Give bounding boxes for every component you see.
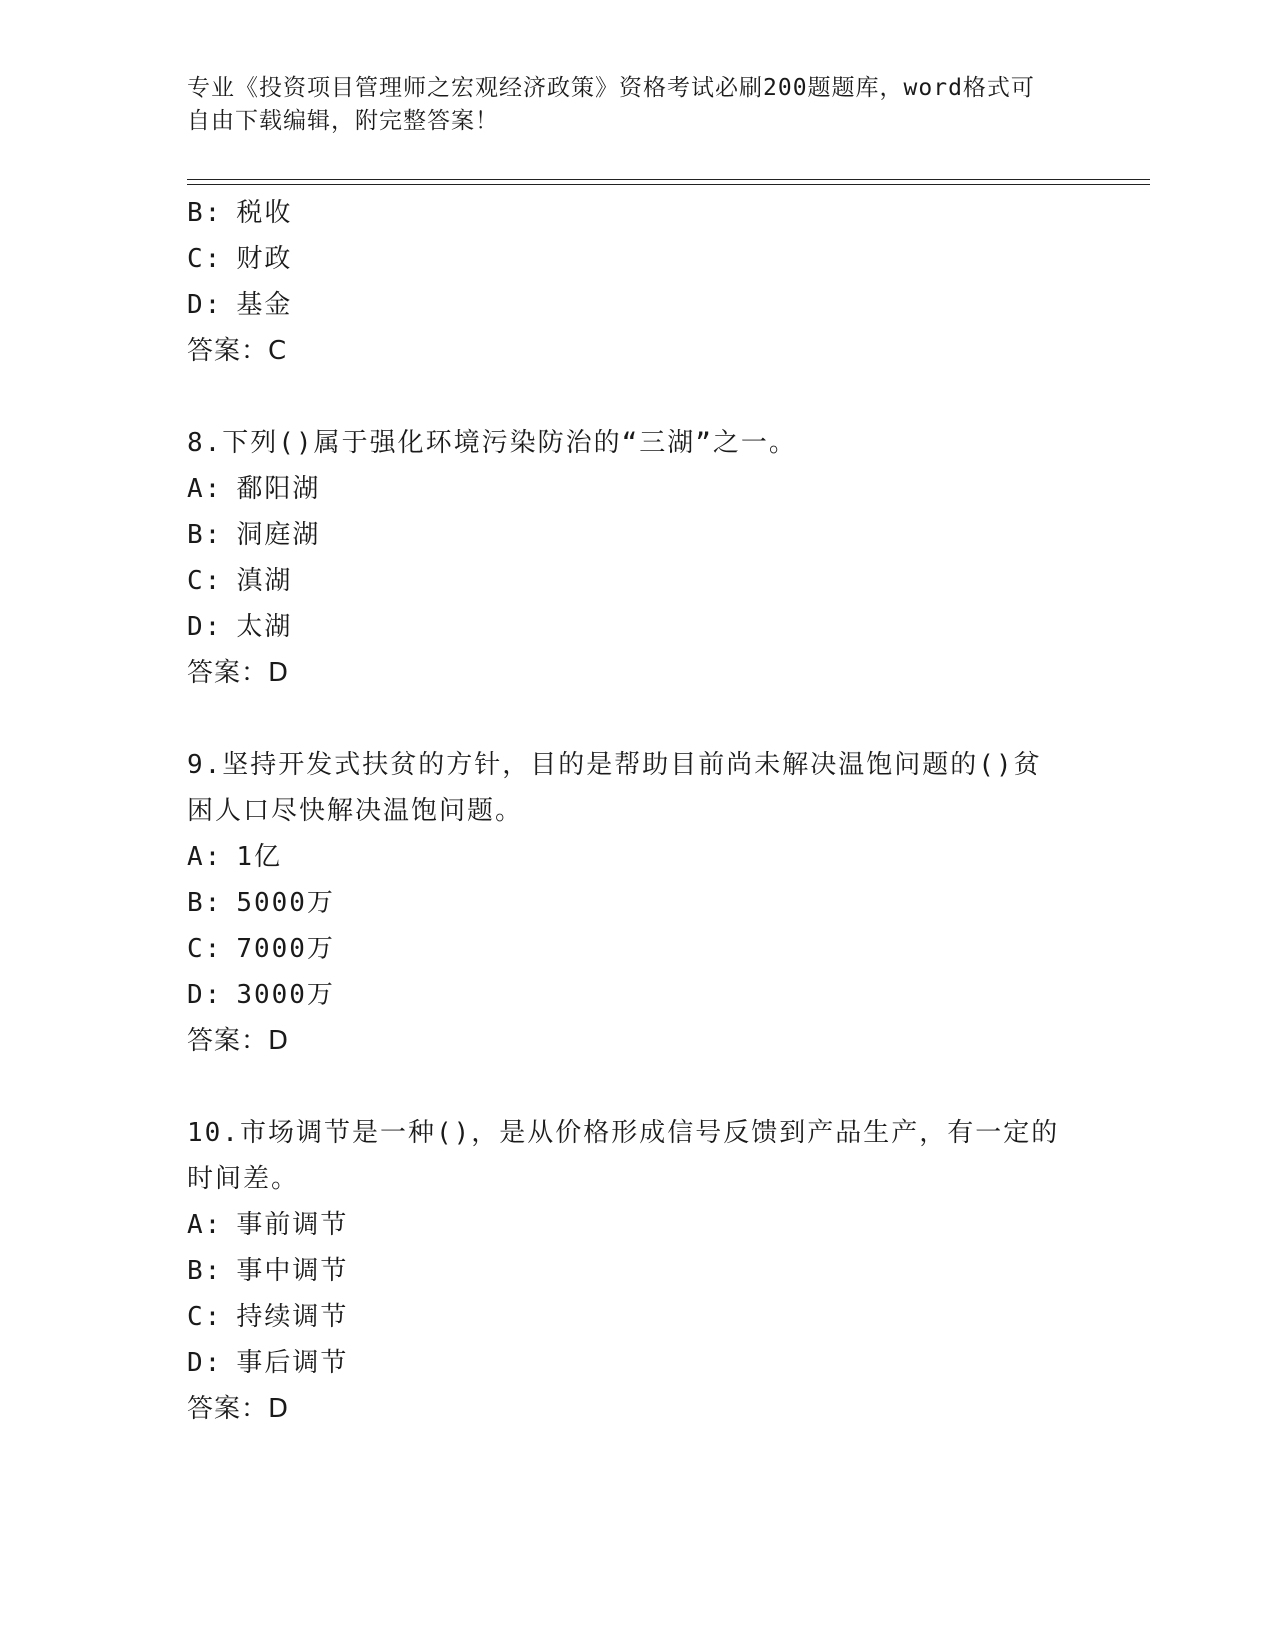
header-title-line-2: 自由下载编辑，附完整答案！ [187, 108, 499, 134]
option-text: 5000万 [236, 888, 335, 918]
answer-line: 答案：D [187, 658, 290, 688]
option-text: 财政 [236, 244, 293, 274]
option-d [187, 282, 1087, 328]
option-letter: B: [187, 1256, 223, 1286]
option-c [187, 558, 1087, 604]
option-letter: D: [187, 290, 223, 320]
option-letter: B: [187, 198, 223, 228]
option-letter: D: [187, 980, 223, 1010]
option-a [187, 466, 1087, 512]
option-text: 滇湖 [236, 566, 293, 596]
header-divider-top [187, 179, 1150, 180]
option-b [187, 190, 1087, 236]
option-letter: C: [187, 934, 223, 964]
option-text: 鄱阳湖 [236, 474, 321, 504]
question-partial [187, 190, 1087, 374]
option-d [187, 972, 1087, 1018]
option-text: 税收 [236, 198, 293, 228]
question-stem: 8.下列()属于强化环境污染防治的“三湖”之一。 [187, 428, 797, 458]
option-letter: B: [187, 888, 223, 918]
question-stem-line-1: 10.市场调节是一种()，是从价格形成信号反馈到产品生产，有一定的 [187, 1118, 1060, 1148]
option-c [187, 236, 1087, 282]
page-header [187, 72, 1067, 138]
question-stem-line-2: 困人口尽快解决温饱问题。 [187, 796, 524, 826]
option-text: 事中调节 [236, 1256, 349, 1286]
header-divider-bottom [187, 184, 1150, 185]
option-d [187, 604, 1087, 650]
option-letter: D: [187, 1348, 223, 1378]
option-letter: C: [187, 566, 223, 596]
option-b [187, 880, 1087, 926]
option-text: 1亿 [236, 842, 282, 872]
option-letter: D: [187, 612, 223, 642]
option-b [187, 512, 1087, 558]
option-a [187, 1202, 1087, 1248]
option-text: 洞庭湖 [236, 520, 321, 550]
document-body [187, 190, 1087, 1432]
question-9 [187, 742, 1087, 1064]
question-stem-line-2: 时间差。 [187, 1164, 300, 1194]
option-d [187, 1340, 1087, 1386]
answer-line: 答案：D [187, 1394, 290, 1424]
option-a [187, 834, 1087, 880]
option-text: 3000万 [236, 980, 335, 1010]
option-b [187, 1248, 1087, 1294]
option-letter: A: [187, 1210, 223, 1240]
question-stem-line-1: 9.坚持开发式扶贫的方针，目的是帮助目前尚未解决温饱问题的()贫 [187, 750, 1042, 780]
option-text: 基金 [236, 290, 293, 320]
option-letter: A: [187, 842, 223, 872]
option-text: 太湖 [236, 612, 293, 642]
header-title-line-1: 专业《投资项目管理师之宏观经济政策》资格考试必刷200题题库，word格式可 [187, 75, 1035, 101]
option-c [187, 926, 1087, 972]
option-letter: C: [187, 1302, 223, 1332]
question-10 [187, 1110, 1087, 1432]
option-text: 事后调节 [236, 1348, 349, 1378]
answer-line: 答案：D [187, 1026, 290, 1056]
option-c [187, 1294, 1087, 1340]
option-text: 事前调节 [236, 1210, 349, 1240]
option-letter: C: [187, 244, 223, 274]
question-8 [187, 420, 1087, 696]
option-text: 持续调节 [236, 1302, 349, 1332]
option-letter: A: [187, 474, 223, 504]
answer-line: 答案：C [187, 336, 288, 366]
option-letter: B: [187, 520, 223, 550]
option-text: 7000万 [236, 934, 335, 964]
